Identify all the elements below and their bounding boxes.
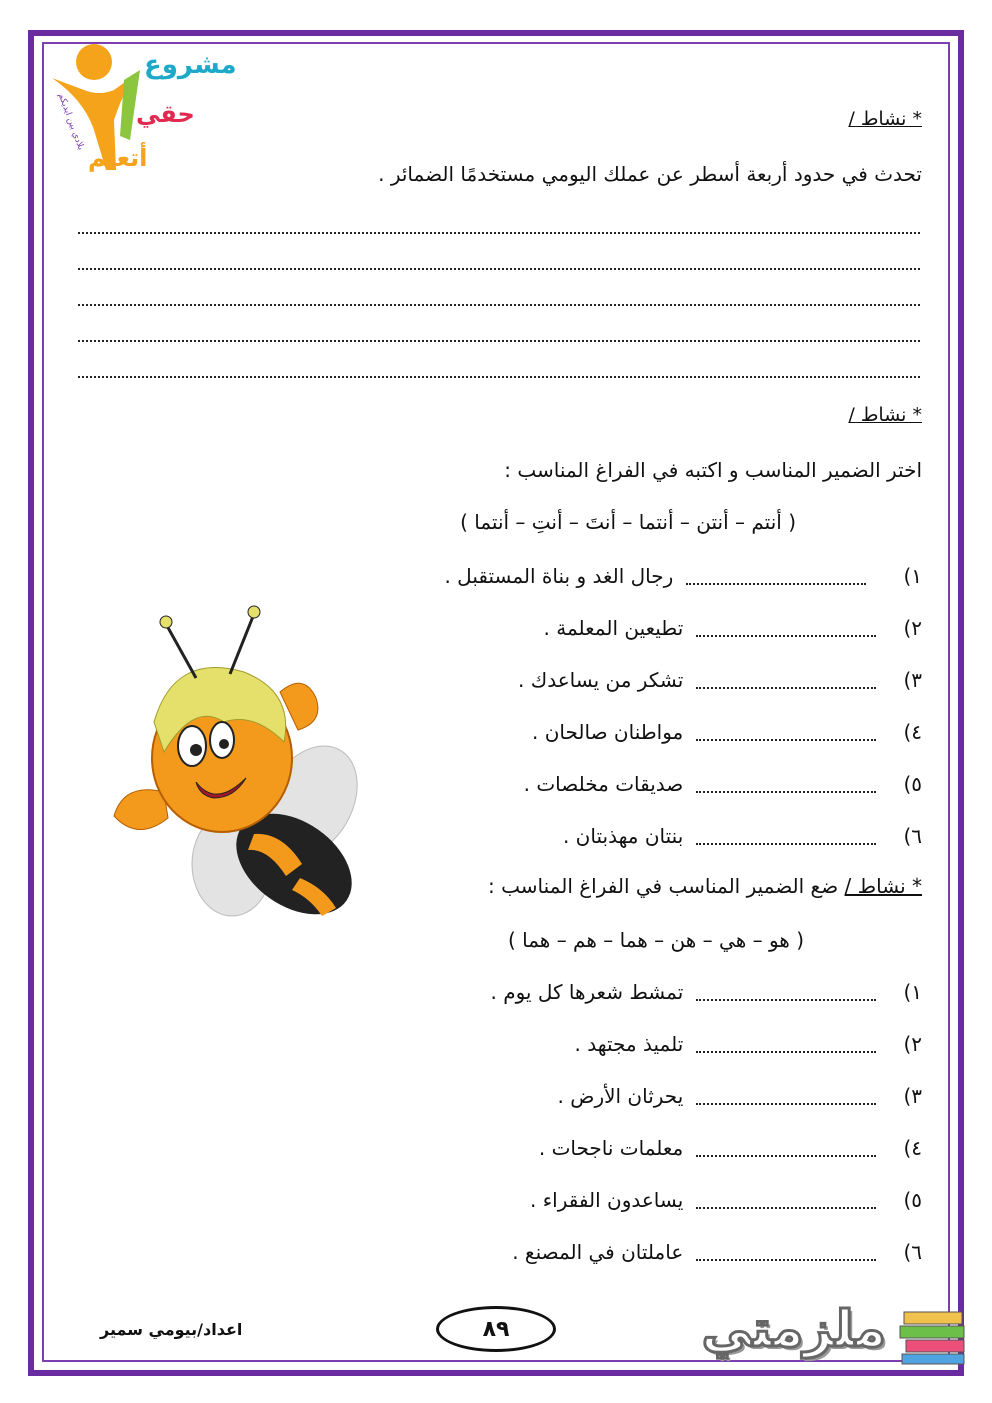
logo-word-right: حقي [136, 100, 195, 128]
activity2-instruction: اختر الضمير المناسب و اكتبه في الفراغ المناسب : [504, 458, 922, 482]
activity2-item: ٥) صديقات مخلصات . [523, 772, 922, 796]
blank-field[interactable] [696, 1051, 876, 1053]
blank-field[interactable] [696, 739, 876, 741]
activity2-choices: ( أنتم – أنتن – أنتما – أنتَ – أنتِ – أنتما ) [460, 510, 796, 534]
activity2-item: ٦) بنتان مهذبتان . [562, 824, 922, 848]
answer-line[interactable] [78, 232, 920, 234]
blank-field[interactable] [696, 1103, 876, 1105]
answer-line[interactable] [78, 340, 920, 342]
blank-field[interactable] [696, 1207, 876, 1209]
activity1-instruction: تحدث في حدود أربعة أسطر عن عملك اليومي مستخدمًا الضمائر . [378, 162, 922, 186]
activity3-item: ٦) عاملتان في المصنع . [512, 1240, 922, 1264]
blank-field[interactable] [696, 635, 876, 637]
author-credit: اعداد/بيومي سمير [100, 1320, 243, 1339]
activity3-choices: ( هو – هي – هن – هما – هم – هما ) [507, 928, 804, 952]
answer-line[interactable] [78, 268, 920, 270]
activity3-item: ٢) تلميذ مجتهد . [574, 1032, 922, 1056]
activity1-heading: * نشاط / [848, 108, 922, 130]
activity2-item: ٣) تشكر من يساعدك . [518, 668, 922, 692]
answer-line[interactable] [78, 304, 920, 306]
activity3-item: ٥) يساعدون الفقراء . [530, 1188, 922, 1212]
activity2-item: ١) رجال الغد و بناة المستقبل . [444, 564, 922, 588]
activity2-item: ٢) تطيعين المعلمة . [543, 616, 922, 640]
activity2-item: ٤) مواطنان صالحان . [532, 720, 922, 744]
activity3-heading: * نشاط / ضع الضمير المناسب في الفراغ المناسب : [488, 874, 922, 898]
blank-field[interactable] [696, 791, 876, 793]
activity3-instruction: ضع الضمير المناسب في الفراغ المناسب : [488, 874, 839, 898]
blank-field[interactable] [696, 687, 876, 689]
blank-field[interactable] [696, 1155, 876, 1157]
activity3-item: ١) تمشط شعرها كل يوم . [490, 980, 922, 1004]
activity3-item: ٤) معلمات ناجحات . [538, 1136, 922, 1160]
bee-illustration [104, 602, 404, 942]
brand-watermark: ملزمتي [701, 1300, 886, 1358]
logo-word-project: مشروع [144, 50, 237, 80]
page-number: ٨٩ [436, 1306, 556, 1352]
blank-field[interactable] [696, 999, 876, 1001]
blank-field[interactable] [686, 583, 866, 585]
books-icon [898, 1306, 970, 1366]
activity3-item: ٣) يحرثان الأرض . [557, 1084, 922, 1108]
blank-field[interactable] [696, 843, 876, 845]
logo-side-text: بلادي بين ايديكم [55, 91, 86, 152]
answer-line[interactable] [78, 376, 920, 378]
logo-word-learn: أتعلم [88, 144, 148, 172]
activity2-heading: * نشاط / [848, 404, 922, 426]
blank-field[interactable] [696, 1259, 876, 1261]
